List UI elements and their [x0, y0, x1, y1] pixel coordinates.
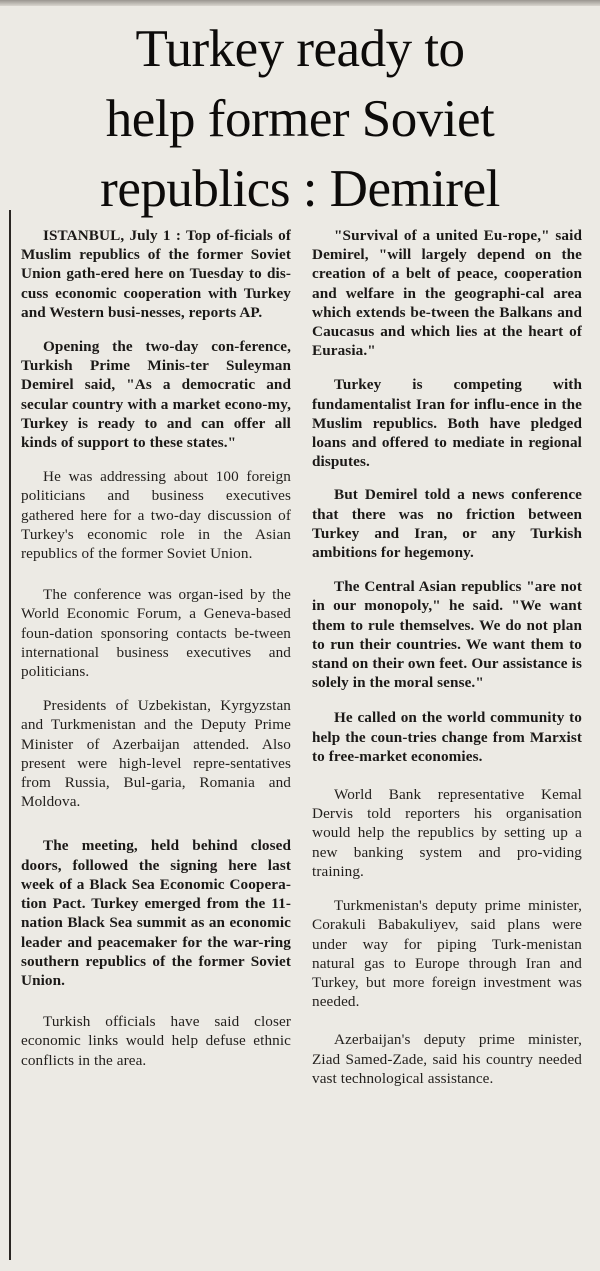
headline — [0, 14, 600, 224]
paragraph: Azerbaijan's deputy prime minister, Ziad Samed-Zade, said his country needed vast technological assistance. — [312, 1031, 582, 1087]
paragraph: Opening the two-day con-ference, Turkish Prime Minis-ter Suleyman Demirel said, "As a democratic and secular country with a market econo-my, Turkey is ready to and can offer all kinds of support to these states." — [21, 338, 291, 452]
paragraph-dateline: ISTANBUL, July 1 : Top of-ficials of Muslim republics of the former Soviet Union gath-ered here on Tuesday to dis-cuss economic cooperation with Turkey and Western busi-nesses, reports AP. — [21, 227, 291, 321]
headline-line-2: help former Soviet — [105, 90, 495, 148]
paragraph: World Bank representative Kemal Dervis told reporters his organisation would help the republics by setting up a new banking system and pro-viding training. — [312, 786, 582, 880]
paragraph: The meeting, held behind closed doors, followed the signing here last week of a Black Sea Economic Coopera-tion Pact. Turkey emerged from the 11-nation Black Sea summit as an economic leader and peacemaker for the war-ring southern republics of the former Soviet Union. — [21, 837, 291, 989]
paragraph: The Central Asian republics "are not in our monopoly," he said. "We want them to rule themselves. We do not plan to run their countries. We want them to stand on their own feet. Our assistance is solely in the moral sense." — [312, 578, 582, 692]
paragraph: He called on the world community to help the coun-tries change from Marxist to free-market economies. — [312, 709, 582, 765]
paragraph: Presidents of Uzbekistan, Kyrgyzstan and Turkmenistan and the Deputy Prime Minister of Azerbaijan attended. Also present were high-level repre-sentatives from Russia, Bul-garia, Romania and Moldova. — [21, 697, 291, 811]
paragraph: The conference was organ-ised by the World Economic Forum, a Geneva-based foun-dation sponsoring contacts be-tween international business executives and politicians. — [21, 586, 291, 681]
headline-line-1: Turkey ready to — [135, 20, 465, 78]
left-column — [21, 226, 291, 1266]
paragraph: Turkish officials have said closer economic links would help defuse ethnic conflicts in the area. — [21, 1013, 291, 1069]
paragraph: Turkmenistan's deputy prime minister, Corakuli Babakuliyev, said plans were under way for piping Turk-menistan natural gas to Europe through Iran and Turkey, but more foreign investment was needed. — [312, 897, 582, 1011]
scan-edge — [0, 0, 600, 6]
right-column — [312, 226, 582, 1266]
headline-line-3: republics : Demirel — [100, 160, 500, 218]
paragraph: "Survival of a united Eu-rope," said Demirel, "will largely depend on the creation of a belt of peace, cooperation and welfare in the geographi-cal area which extends be-tween the Balkans and Caucasus and which lies at the heart of Eurasia." — [312, 227, 582, 360]
paragraph: He was addressing about 100 foreign politicians and business executives gathered here for a two-day discussion of Turkey's economic role in the Asian republics of the former Soviet Union. — [21, 468, 291, 563]
paragraph: But Demirel told a news conference that there was no friction between Turkey and Iran, or any Turkish ambitions for hegemony. — [312, 486, 582, 562]
column-rule — [9, 210, 11, 1260]
paragraph: Turkey is competing with fundamentalist Iran for influ-ence in the Muslim republics. Both have pledged loans and offered to mediate in regional disputes. — [312, 376, 582, 471]
